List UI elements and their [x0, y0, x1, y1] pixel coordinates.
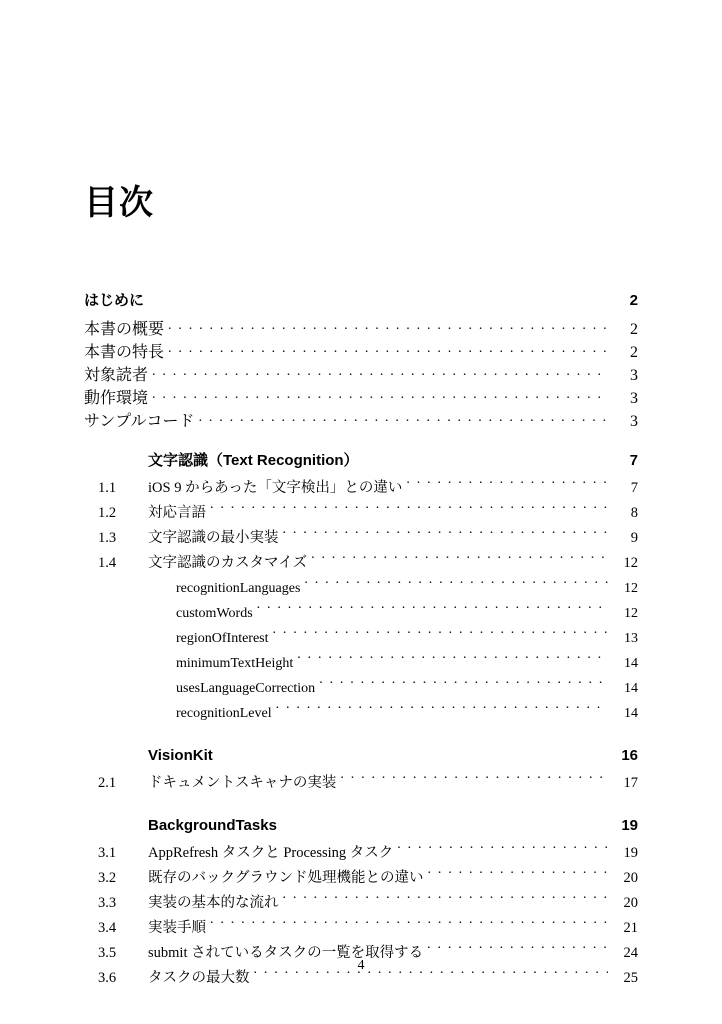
toc-page-number: 20	[623, 870, 638, 886]
toc-page-number: 12	[624, 581, 638, 596]
toc-page-number: 3	[630, 413, 638, 430]
section-number: 3.5	[98, 945, 117, 961]
toc-entry[interactable]	[84, 576, 638, 601]
toc-group	[84, 743, 638, 796]
toc-entry-title: 本書の特長	[84, 344, 165, 361]
toc-entry-title: 文字認識（Text Recognition）	[148, 452, 359, 469]
toc-entry[interactable]	[84, 916, 638, 941]
toc-entry-title: 動作環境	[84, 390, 149, 407]
dot-leader	[276, 703, 608, 717]
dot-leader	[283, 528, 609, 543]
toc-page-number: 12	[623, 555, 638, 571]
toc-entry[interactable]	[84, 743, 638, 769]
toc-entry[interactable]	[84, 841, 638, 866]
section-number: 3.1	[98, 845, 117, 861]
dot-leader	[152, 387, 608, 403]
toc-entry-title: タスクの最大数	[148, 970, 250, 986]
toc-page-number: 20	[623, 895, 638, 911]
dot-leader	[273, 628, 608, 642]
dot-leader	[148, 290, 608, 305]
toc-page-number: 25	[623, 970, 638, 986]
dot-leader	[257, 603, 608, 617]
toc-entry[interactable]	[84, 501, 638, 526]
toc-entry-title: VisionKit	[148, 747, 213, 764]
section-number: 3.3	[98, 895, 117, 911]
toc-page-number: 14	[624, 656, 638, 671]
toc-entry-title: 対象読者	[84, 367, 149, 384]
toc-entry[interactable]	[84, 362, 638, 385]
dot-leader	[152, 364, 608, 380]
toc-page-number: 13	[624, 631, 638, 646]
toc-entry-title: submit されているタスクの一覧を取得する	[148, 945, 424, 961]
toc-entry-title: minimumTextHeight	[176, 656, 294, 671]
toc-page-number: 2	[630, 344, 638, 361]
toc-entry[interactable]	[84, 651, 638, 676]
section-number: 1.3	[98, 530, 117, 546]
toc-entry[interactable]	[84, 701, 638, 726]
section-number: 1.4	[98, 555, 117, 571]
dot-leader	[283, 893, 609, 908]
toc-entry[interactable]	[84, 385, 638, 408]
toc-page-number: 8	[630, 505, 638, 521]
toc-entry-title: recognitionLanguages	[176, 581, 301, 596]
section-number: 3.4	[98, 920, 117, 936]
dot-leader	[319, 678, 608, 692]
toc-entry[interactable]	[84, 476, 638, 501]
toc-entry-title: 実装手順	[148, 920, 206, 936]
toc-entry[interactable]	[84, 408, 638, 431]
dot-leader	[428, 868, 609, 883]
dot-leader	[210, 503, 608, 518]
toc-entry[interactable]	[84, 891, 638, 916]
toc-page-number: 17	[623, 775, 638, 791]
page-title: 目次	[84, 183, 154, 222]
toc-page-number: 16	[621, 747, 638, 764]
toc-entry-title: AppRefresh タスクと Processing タスク	[148, 845, 394, 861]
toc-entry-title: 文字認識のカスタマイズ	[148, 555, 308, 571]
toc-entry[interactable]	[84, 526, 638, 551]
dot-leader	[210, 918, 608, 933]
toc-entry[interactable]	[84, 601, 638, 626]
toc-entry-title: recognitionLevel	[176, 706, 272, 721]
toc-entry[interactable]	[84, 316, 638, 339]
toc-entry[interactable]	[84, 626, 638, 651]
section-number: 3.6	[98, 970, 117, 986]
toc-entry-title: BackgroundTasks	[148, 817, 277, 834]
toc-entry[interactable]	[84, 866, 638, 891]
toc-entry[interactable]	[84, 448, 638, 474]
toc-entry-title: 本書の概要	[84, 321, 165, 338]
toc-page-number: 21	[623, 920, 638, 936]
toc-page-number: 3	[630, 367, 638, 384]
toc-page-number: 2	[630, 321, 638, 338]
dot-leader	[340, 773, 608, 788]
section-number: 2.1	[98, 775, 117, 791]
toc-page-number: 7	[630, 480, 638, 496]
toc-page-number: 12	[624, 606, 638, 621]
toc-page-number: 3	[630, 390, 638, 407]
toc-entry-title: はじめに	[84, 292, 145, 309]
toc-entry-title: usesLanguageCorrection	[176, 681, 316, 696]
toc-entry[interactable]	[84, 551, 638, 576]
dot-leader	[281, 815, 608, 830]
toc-entry-title: 対応言語	[148, 505, 206, 521]
toc-entry-title: regionOfInterest	[176, 631, 269, 646]
dot-leader	[406, 478, 608, 493]
toc-page-number: 7	[629, 452, 638, 469]
toc-entry[interactable]	[84, 676, 638, 701]
toc-page-number: 24	[623, 945, 638, 961]
dot-leader	[297, 653, 608, 667]
section-number: 3.2	[98, 870, 117, 886]
dot-leader	[427, 943, 608, 958]
table-of-contents	[84, 288, 638, 991]
toc-entry-title: サンプルコード	[84, 413, 195, 430]
toc-entry-title: customWords	[176, 606, 253, 621]
page-folio: 4	[357, 958, 365, 973]
toc-entry[interactable]	[84, 813, 638, 839]
toc-group	[84, 288, 638, 431]
toc-entry-title: iOS 9 からあった「文字検出」との違い	[148, 480, 403, 496]
toc-group	[84, 448, 638, 726]
toc-page-number: 2	[629, 292, 638, 309]
toc-entry[interactable]	[84, 288, 638, 314]
section-number: 1.1	[98, 480, 117, 496]
toc-entry-title: 文字認識の最小実装	[148, 530, 279, 546]
dot-leader	[168, 318, 608, 334]
toc-page-number: 14	[624, 706, 638, 721]
dot-leader	[199, 410, 608, 426]
dot-leader	[168, 341, 608, 357]
toc-entry-title: 既存のバックグラウンド処理機能との違い	[148, 870, 424, 886]
dot-leader	[304, 578, 608, 592]
toc-page-number: 9	[630, 530, 638, 546]
section-number: 1.2	[98, 505, 117, 521]
dot-leader	[363, 450, 608, 465]
toc-page-number: 14	[624, 681, 638, 696]
toc-entry-title: ドキュメントスキャナの実装	[148, 775, 337, 791]
dot-leader	[311, 553, 608, 568]
toc-entry-title: 実装の基本的な流れ	[148, 895, 279, 911]
toc-entry[interactable]	[84, 771, 638, 796]
toc-page-number: 19	[621, 817, 638, 834]
dot-leader	[397, 843, 608, 858]
toc-page-number: 19	[623, 845, 638, 861]
toc-entry[interactable]	[84, 339, 638, 362]
dot-leader	[217, 745, 608, 760]
